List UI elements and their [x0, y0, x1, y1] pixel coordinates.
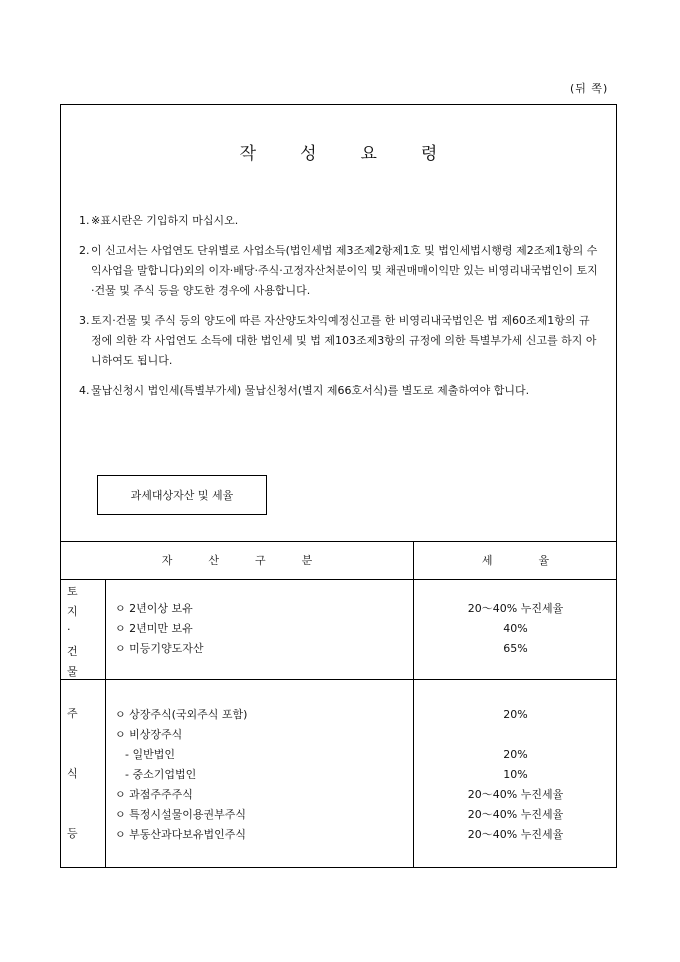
list-item: ㅇ 비상장주식 — [115, 728, 183, 741]
list-item: ㅇ 2년이상 보유 — [115, 602, 193, 615]
list-item: ㅇ 2년미만 보유 — [115, 622, 193, 635]
list-item: - 중소기업법인 — [125, 768, 197, 781]
note-number: 1. — [79, 214, 90, 227]
rate-value: 20～40% 누진세율 — [467, 828, 564, 841]
rate-value: 20～40% 누진세율 — [467, 808, 564, 821]
table-group-divider — [61, 679, 616, 680]
stocks-items — [115, 705, 247, 845]
rate-value: 20～40% 누진세율 — [467, 602, 564, 615]
notes-list — [79, 211, 599, 411]
stocks-rates — [413, 705, 618, 845]
rate-value: 20% — [503, 708, 528, 721]
list-item: ㅇ 상장주식(국외주식 포함) — [115, 708, 248, 721]
note-number: 4. — [79, 384, 90, 397]
header-asset-class: 자산구분 — [161, 554, 349, 567]
back-side-label: (뒤 쪽) — [570, 82, 609, 95]
page-title: 작성요령 — [239, 144, 482, 164]
list-item: ㅇ 과점주주주식 — [115, 788, 193, 801]
note-text: 토지·건물 및 주식 등의 양도에 따른 자산양도차익예정신고를 한 비영리내국법인은 법 제60조제1항의 규정에 의한 각 사업연도 소득에 대한 법인세 및 법 제103조제3항의 규정에 의한 특별부가세 신고를 하지 아니하여도 됩니다. — [91, 314, 597, 367]
rate-value: 10% — [503, 768, 528, 781]
rates-section-label: 과세대상자산 및 세율 — [97, 475, 267, 515]
list-item: - 일반법인 — [125, 748, 175, 761]
list-item: ㅇ 미등기양도자산 — [115, 642, 204, 655]
note-number: 3. — [79, 314, 90, 327]
note-text: 이 신고서는 사업연도 단위별로 사업소득(법인세법 제3조제2항제1호 및 법인세법시행령 제2조제1항의 수익사업을 말합니다)외의 이자·배당·주식·고정자산처분이익 및 채권매매이익만 있는 비영리내국법인이 토지·건물 및 주식 등을 양도한 경우에 사용합니다. — [91, 244, 598, 297]
list-item: ㅇ 특정시설물이용권부주식 — [115, 808, 247, 821]
rate-value: 40% — [503, 622, 528, 635]
category-column-divider — [105, 679, 106, 868]
land-building-items — [115, 599, 204, 659]
note-item — [79, 211, 599, 231]
table-header-divider — [61, 579, 616, 580]
note-item — [79, 381, 599, 401]
instructions-form: 작성요령 1. ※표시란은 기입하지 마십시오. 2. 이 신고서는 사업연도 단위별로 사업소득(법인세법 제3조제2항제1호 및 법인세법시행령 제2조제1항의 수익사업을 말합니다)외의 이자·배당·주식·고정자산처분이익 및 채권매매이익만 있는 비영리내국법인이 토지·건물 및 주식 등을 양도한 경우에 사용합니다. 3. 토지·건물 및 주식 등의 양도에 따른 자산양도차익예정신고를 한 비영리내국법인은 법 제60조제1항의 규정에 의한 각 사업연도 소득에 대한 법인세 및 법 제103조제3항의 규정에 의한 특별부가세 신고를 하지 아니하여도 됩니다. 4. 물납신청시 법인세(특별부가세) 물납신청서(별지 제66호서식)를 별도로 제출하여야 합니다. 과세대상자산 및 세율 자산구분 세율 토 지 · 건 물 ㅇ 2년이상 보유 ㅇ 2년미만 보유 ㅇ 미등기양도자산 20～40% 누진세율 40% 65% 주 식 등 ㅇ 상장주식(국외주식 포함) ㅇ 비상장주식 - 일반법인 - 중소기업법인 ㅇ 과점주주주식 ㅇ 특정시설물이용권부주식 ㅇ 부동산과다보유법인주식 20% 20% 10% 20～40% 누진세율 20～40% 누진세율 20～40% 누진세율 — [60, 104, 617, 868]
rate-value: 20～40% 누진세율 — [467, 788, 564, 801]
note-item — [79, 311, 599, 371]
rate-value — [413, 725, 618, 745]
note-number: 2. — [79, 244, 90, 257]
rate-value: 65% — [503, 642, 528, 655]
note-text: 물납신청시 법인세(특별부가세) 물납신청서(별지 제66호서식)를 별도로 제출하여야 합니다. — [91, 384, 530, 397]
list-item: ㅇ 부동산과다보유법인주식 — [115, 828, 247, 841]
header-tax-rate: 세율 — [481, 554, 596, 567]
land-building-rates — [413, 599, 618, 659]
rate-value: 20% — [503, 748, 528, 761]
note-item — [79, 241, 599, 301]
category-column-divider — [105, 579, 106, 679]
note-text: ※표시란은 기입하지 마십시오. — [91, 214, 239, 227]
